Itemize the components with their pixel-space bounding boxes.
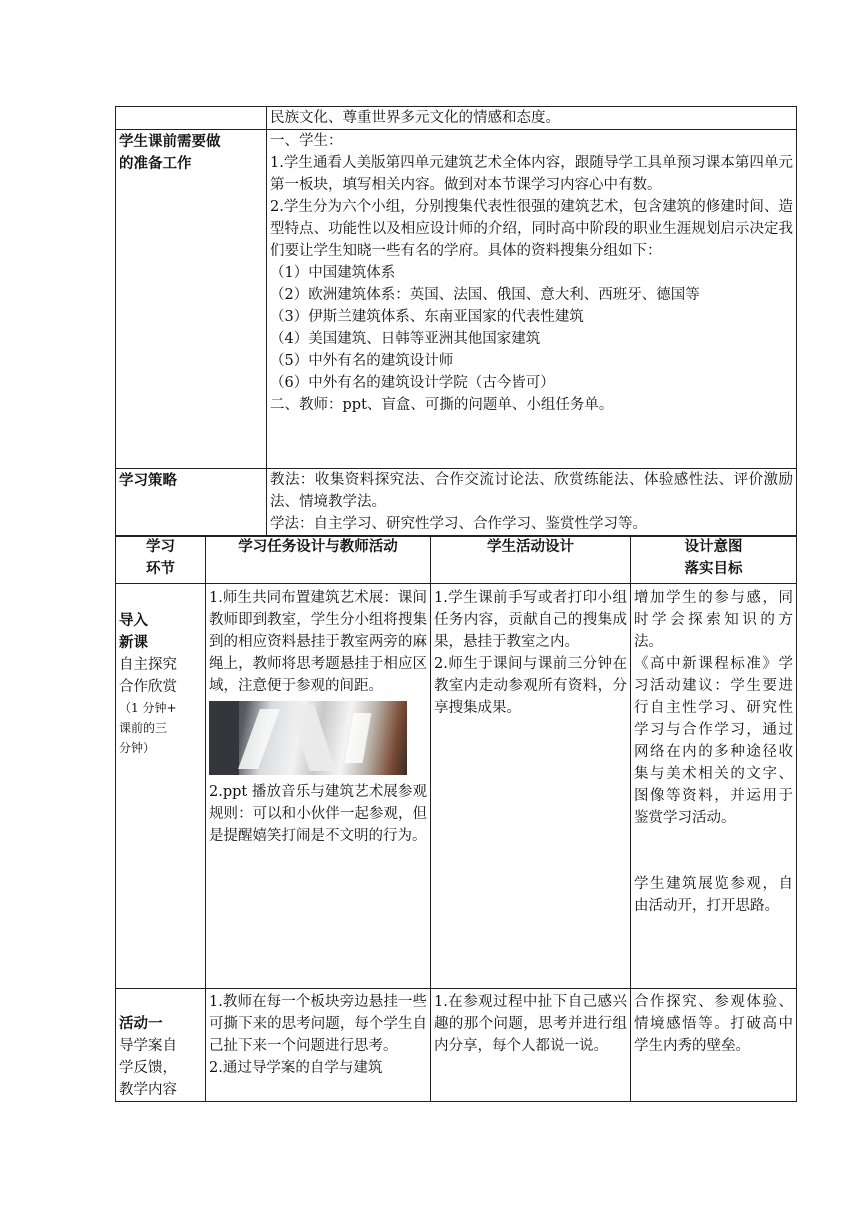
lesson-table: [115, 535, 797, 1102]
teacher-activity-text: 1.教师在每一个板块旁边悬挂一些可撕下来的思考问题，每个学生自己扯下来一个问题进行思考。: [209, 994, 427, 1054]
prep-line: （5）中外有名的建筑设计师: [270, 353, 454, 369]
prep-line: 二、教师：ppt、盲盒、可撕的问题单、小组任务单。: [270, 397, 614, 413]
header-teacher: [206, 536, 431, 584]
intent-act1-cell: [631, 989, 797, 1102]
header-row: [116, 536, 797, 584]
header-stage-line: 学习: [146, 539, 175, 555]
empty-cell: [116, 107, 267, 130]
header-stage: [116, 536, 206, 584]
table-row: [116, 584, 797, 989]
emotion-goal-text: 民族文化、尊重世界多元文化的情感和态度。: [270, 110, 560, 126]
table-row: [116, 130, 797, 469]
stage-subtitle: 教学内容: [119, 1082, 177, 1098]
emotion-goal-cell: [267, 107, 797, 130]
header-stage-line: 环节: [146, 561, 175, 577]
strategy-label-cell: [116, 469, 267, 537]
strategy-line: 学法：自主学习、研究性学习、合作学习、鉴赏性学习等。: [270, 516, 647, 532]
teacher-activity-text: 1.师生共同布置建筑艺术展：课间教师即到教室，学生分小组将搜集到的相应资料悬挂于教室两旁的麻绳上，教师将思考题悬挂于相应区域，注意便于参观的间距。: [209, 590, 427, 694]
strategy-label: 学习策略: [119, 473, 177, 489]
stage-subtitle: 合作欣赏: [119, 679, 177, 695]
teacher-act1-cell: [206, 989, 431, 1102]
prep-label-cell: [116, 130, 267, 469]
student-intro-cell: [431, 584, 631, 989]
student-act1-cell: [431, 989, 631, 1102]
stage-title: 导入: [119, 613, 148, 629]
table-row: [116, 989, 797, 1102]
table-row: [116, 469, 797, 537]
student-activity-text: 1.学生课前手写或者打印小组任务内容，贡献自己的搜集成果，悬挂于教室之内。: [434, 590, 627, 650]
header-intent-line: 落实目标: [684, 561, 743, 577]
prep-label-line-1: 学生课前需要做: [119, 134, 221, 150]
intent-text: 《高中新课程标准》学习活动建议：学生要进行自主性学习、研究性学习与合作学习，通过网络在内的多种途径收集与美术相关的文字、图像等资料，并运用于鉴赏学习活动。: [634, 656, 793, 826]
stage-duration: 课前的三: [119, 721, 168, 735]
prep-line: 1.学生通看人美版第四单元建筑艺术全体内容，跟随导学工具单预习课本第四单元第一板块，填写相关内容。做到对本节课学习内容心中有数。: [270, 155, 793, 193]
prep-line: 一、学生：: [270, 133, 343, 149]
intent-text: 增加学生的参与感，同时学会探索知识的方法。: [634, 590, 793, 650]
prep-line: 2.学生分为六个小组，分别搜集代表性很强的建筑艺术，包含建筑的修建时间、造型特点、功能性以及相应设计师的介绍，同时高中阶段的职业生涯规划启示决定我们要让学生知晓一些有名的学府。具体的资料搜集分组如下：: [270, 199, 793, 259]
header-teacher-text: 学习任务设计与教师活动: [238, 539, 398, 555]
stage-duration: （1 分钟+: [119, 701, 177, 715]
prep-content-cell: [267, 130, 797, 469]
header-student: [431, 536, 631, 584]
prep-line: （2）欧洲建筑体系：英国、法国、俄国、意大利、西班牙、德国等: [270, 287, 700, 303]
teacher-activity-text: 2.通过导学案的自学与建筑: [209, 1060, 383, 1076]
teacher-activity-text: 2.ppt 播放音乐与建筑艺术展参观规则：可以和小伙伴一起参观，但是提醒嬉笑打闹是不文明的行为。: [209, 784, 427, 844]
header-student-text: 学生活动设计: [487, 539, 574, 555]
stage-title: 新课: [119, 635, 148, 651]
intent-text: 合作探究、参观体验、情境感悟等。打破高中学生内秀的壁垒。: [634, 994, 793, 1054]
prep-label-line-2: 的准备工作: [119, 156, 192, 172]
stage-title: 活动一: [119, 1016, 163, 1032]
stage-subtitle: 自主探究: [119, 657, 177, 673]
stage-subtitle: 学反馈，: [119, 1060, 177, 1076]
header-intent: [631, 536, 797, 584]
prep-line: （4）美国建筑、日韩等亚洲其他国家建筑: [270, 331, 541, 347]
student-activity-text: 1.在参观过程中扯下自己感兴趣的那个问题，思考并进行组内分享，每个人都说一说。: [434, 994, 627, 1054]
strategy-content-cell: [267, 469, 797, 537]
intent-intro-cell: [631, 584, 797, 989]
stage-intro-cell: [116, 584, 206, 989]
stage-subtitle: 导学案自: [119, 1038, 177, 1054]
stage-act1-cell: [116, 989, 206, 1102]
teacher-intro-cell: [206, 584, 431, 989]
intent-text: 学生建筑展览参观，自由活动开，打开思路。: [634, 876, 793, 914]
student-activity-text: 2.师生于课间与课前三分钟在教室内走动参观所有资料，分享搜集成果。: [434, 656, 627, 716]
stage-duration: 分钟）: [119, 741, 156, 755]
prep-line: （3）伊斯兰建筑体系、东南亚国家的代表性建筑: [270, 309, 584, 325]
info-table: [115, 106, 797, 537]
prep-line: （6）中外有名的建筑设计学院（古今皆可）: [270, 375, 555, 391]
table-row: [116, 107, 797, 130]
header-intent-line: 设计意图: [684, 539, 743, 555]
exhibition-photo: [209, 701, 407, 775]
strategy-line: 教法：收集资料探究法、合作交流讨论法、欣赏练能法、体验感性法、评价激励法、情境教学法。: [270, 472, 793, 510]
prep-line: （1）中国建筑体系: [270, 265, 396, 281]
